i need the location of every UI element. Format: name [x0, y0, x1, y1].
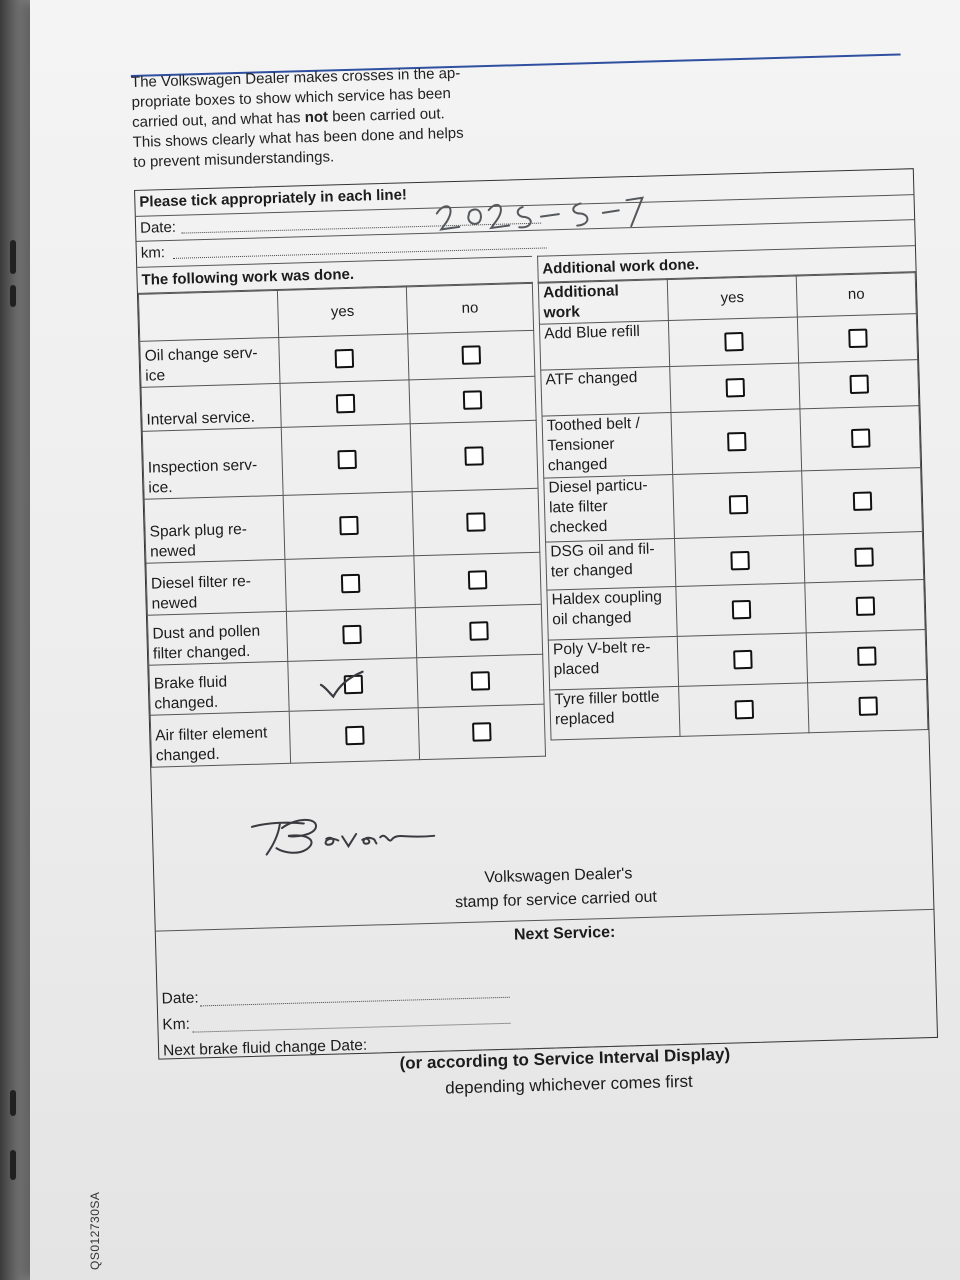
work-label-line: Diesel filter re- [150, 572, 252, 593]
additional-label [541, 367, 671, 417]
yes-cell [283, 492, 414, 560]
work-label-line: Oil change serv- [144, 344, 258, 365]
additional-label-line: placed [553, 660, 600, 679]
additional-label-line: late filter [548, 497, 608, 517]
additional-label-line: ter changed [550, 561, 633, 581]
no-cell [803, 532, 923, 583]
no-header: no [406, 282, 533, 333]
yes-cell [677, 633, 807, 687]
additional-label-line: Haldex coupling [551, 588, 663, 609]
work-label-line: filter changed. [152, 642, 251, 663]
yes-checkbox[interactable] [342, 625, 362, 645]
yes-cell [281, 424, 412, 496]
intro-line: to prevent misunderstandings. [133, 148, 335, 171]
yes-cell [674, 535, 804, 587]
work-label [147, 611, 287, 665]
no-checkbox[interactable] [854, 547, 874, 567]
next-brake-label: Next brake fluid change Date: [162, 1036, 368, 1060]
stamp-caption: stamp for service carried out [454, 888, 658, 912]
stamp-caption: Volkswagen Dealer's [484, 865, 633, 887]
no-cell [415, 604, 542, 657]
yes-checkbox[interactable] [340, 574, 360, 594]
work-done-table [138, 282, 546, 768]
work-label-line: changed. [154, 693, 219, 713]
additional-row [550, 680, 928, 741]
tick-mark [317, 670, 368, 701]
intro-line: propriate boxes to show which service has been [131, 85, 452, 111]
yes-cell [280, 380, 410, 428]
additional-label-line: Toothed belt / [546, 414, 641, 435]
yes-checkbox[interactable] [725, 378, 745, 398]
additional-label-line: changed [547, 455, 608, 475]
work-label [146, 559, 286, 615]
no-checkbox[interactable] [468, 570, 488, 590]
no-checkbox[interactable] [851, 428, 871, 448]
service-interval-note: (or according to Service Interval Display) [399, 1044, 731, 1073]
yes-cell [679, 683, 809, 737]
work-label [144, 495, 285, 563]
intro-line: This shows clearly what has been done and helps [132, 124, 464, 151]
date-label: Date: [139, 218, 177, 237]
yes-checkbox[interactable] [730, 551, 750, 571]
work-label-line: newed [149, 542, 197, 561]
binding-hole [10, 285, 16, 307]
work-label-line: Spark plug re- [149, 520, 248, 541]
no-checkbox[interactable] [463, 390, 483, 410]
yes-checkbox[interactable] [335, 394, 355, 414]
yes-cell [285, 556, 415, 612]
work-label-line: changed. [155, 745, 220, 765]
no-cell [805, 580, 925, 633]
yes-cell [289, 708, 419, 764]
no-cell [806, 630, 926, 683]
work-label [142, 427, 283, 499]
work-label-line: ice. [148, 478, 173, 497]
no-checkbox[interactable] [855, 596, 875, 616]
additional-row [544, 468, 923, 543]
additional-label [548, 636, 678, 690]
binding-hole [10, 240, 16, 274]
additional-label-line: Poly V-belt re- [552, 638, 651, 659]
no-checkbox[interactable] [849, 374, 869, 394]
work-label-line: Brake fluid [153, 673, 228, 693]
yes-checkbox[interactable] [728, 495, 748, 515]
yes-cell [279, 334, 409, 384]
service-record-sheet [130, 23, 948, 1098]
no-cell [410, 420, 538, 491]
yes-cell [671, 409, 802, 475]
no-checkbox[interactable] [857, 646, 877, 666]
additional-label [546, 538, 676, 590]
work-label [141, 383, 281, 431]
yes-checkbox[interactable] [727, 432, 747, 452]
additional-label-line: DSG oil and fil- [550, 540, 655, 561]
no-cell [417, 654, 544, 707]
tick-instruction: Please tick appropriately in each line! [139, 186, 408, 211]
work-label-line: Air filter element [155, 724, 268, 745]
next-date-dotted-line [200, 997, 510, 1007]
yes-cell [670, 363, 800, 413]
yes-cell [676, 583, 806, 637]
no-cell [802, 468, 923, 535]
no-checkbox[interactable] [469, 621, 489, 641]
yes-cell [288, 658, 418, 712]
additional-label [544, 475, 675, 543]
additional-work-col-header: Additional work [538, 279, 668, 325]
yes-checkbox[interactable] [339, 516, 359, 536]
work-label-line: ice [145, 367, 166, 385]
yes-checkbox[interactable] [345, 726, 365, 746]
next-service-title: Next Service: [513, 923, 616, 944]
no-cell [799, 360, 919, 409]
yes-checkbox[interactable] [734, 700, 754, 720]
work-label-line: newed [151, 594, 198, 613]
work-label-line: Inspection serv- [147, 456, 258, 477]
work-label [140, 337, 280, 387]
work-label-line: Dust and pollen [152, 622, 261, 643]
service-form [134, 168, 938, 1098]
additional-label [539, 321, 669, 371]
work-row [144, 488, 540, 563]
additional-label-line: Tyre filler bottle [554, 688, 660, 709]
yes-checkbox[interactable] [731, 600, 751, 620]
additional-row [542, 406, 921, 479]
no-checkbox[interactable] [852, 491, 872, 511]
additional-work-title: Additional work done. [542, 256, 700, 278]
additional-label-line: Add Blue refill [543, 322, 641, 343]
additional-label [542, 413, 673, 479]
work-done-title: The following work was done. [141, 265, 355, 289]
next-km-label: Km: [162, 1015, 191, 1034]
yes-cell [286, 608, 416, 662]
no-cell [409, 376, 536, 424]
no-cell [414, 552, 541, 607]
no-cell [418, 704, 545, 759]
work-label [149, 661, 289, 715]
yes-checkbox[interactable] [334, 349, 354, 369]
yes-checkbox[interactable] [724, 332, 744, 352]
binding-hole [10, 1150, 16, 1180]
yes-checkbox[interactable] [337, 450, 357, 470]
dealer-signature [247, 808, 438, 863]
no-cell [408, 330, 535, 380]
additional-label-line: oil changed [551, 609, 632, 629]
no-checkbox[interactable] [462, 345, 482, 365]
yes-header: yes [277, 286, 407, 338]
booklet-page [30, 0, 960, 1280]
work-label [150, 711, 290, 767]
additional-label-line: replaced [554, 709, 615, 729]
km-label: km: [140, 244, 166, 262]
whichever-first-note: depending whichever comes first [444, 1071, 693, 1098]
no-cell [808, 680, 928, 733]
intro-line: The Volkswagen Dealer makes crosses in the ap- [130, 64, 461, 91]
no-cell [797, 314, 917, 363]
additional-work-table [538, 271, 929, 740]
intro-text [131, 62, 524, 173]
no-checkbox[interactable] [466, 512, 486, 532]
next-km-dotted-line [193, 1023, 511, 1033]
no-checkbox[interactable] [472, 722, 492, 742]
yes-header: yes [667, 275, 797, 321]
no-cell [800, 406, 921, 471]
no-checkbox[interactable] [858, 696, 878, 716]
yes-cell [668, 317, 798, 367]
additional-label [550, 686, 680, 740]
yes-checkbox[interactable] [733, 650, 753, 670]
binding-hole [10, 1090, 16, 1116]
work-row [150, 704, 545, 767]
work-row [142, 420, 538, 499]
yes-cell [673, 471, 804, 539]
no-header: no [796, 272, 916, 317]
additional-label-line: Tensioner [547, 435, 615, 455]
no-cell [412, 488, 540, 555]
additional-label-line: ATF changed [545, 368, 638, 389]
no-checkbox[interactable] [848, 328, 868, 348]
next-date-label: Date: [161, 989, 199, 1008]
no-checkbox[interactable] [464, 446, 484, 466]
blank-cell [138, 289, 278, 341]
document-code: QS012730SA [88, 1191, 102, 1270]
additional-label-line: Diesel particu- [548, 476, 648, 497]
additional-label-line: checked [549, 517, 608, 537]
intro-line: carried out, and what has not been carried out. [131, 105, 445, 131]
additional-label [547, 586, 677, 640]
work-label-line: Interval service. [146, 408, 256, 429]
no-checkbox[interactable] [471, 671, 491, 691]
